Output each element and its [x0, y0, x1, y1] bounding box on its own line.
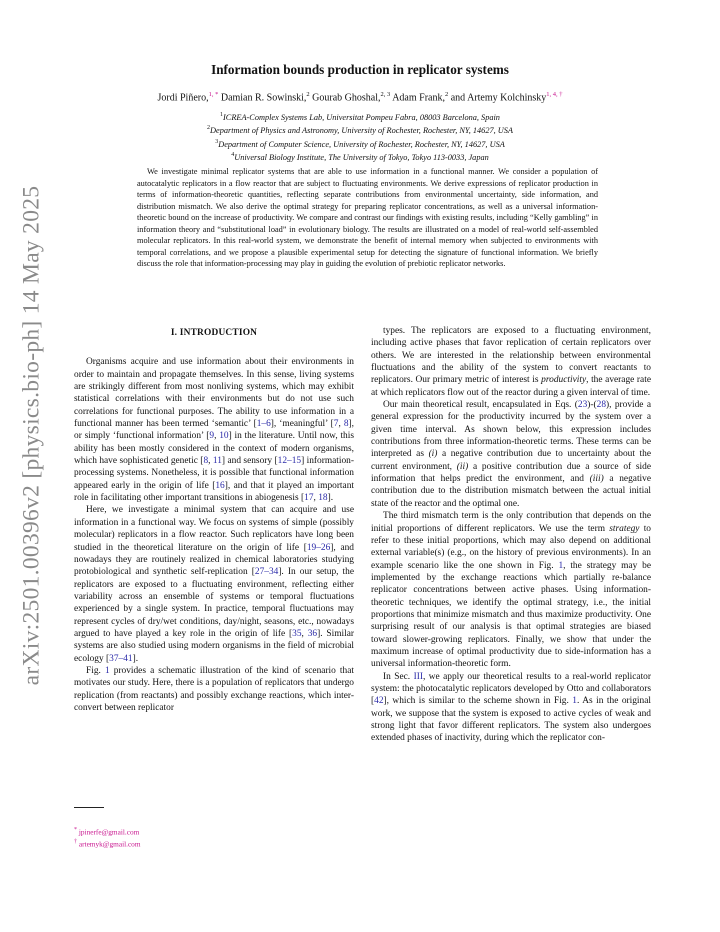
paragraph-text: ] in the literature. Until now, this ability has been mostly considered in the context of modern organisms, which have sophisticated genetic [ [74, 431, 354, 467]
citation-link[interactable]: 27–34 [254, 567, 279, 578]
paragraph-text: , the strategy may be implemented by the exchange reactions which partially re-balance replicator concentrations between active phases. Using information-theoretic techniques, we identify the optimal strategy, i.e., the initial proportions that minimize mismatch and thus maximize productivity. One surprising result of our analysis is that optimal strategies are biased toward slower-growing replicators. Finally, we show that under the maximum increase of optimal productivity due to side-information has a universal information-theoretic form. [371, 560, 651, 670]
footnote-line [74, 825, 141, 837]
paragraph-text: The third mismatch term is the only contribution that depends on the initial proportions of different replicators. We use the term [371, 511, 651, 534]
affiliation-text: Universal Biology Institute, The University of Tokyo, Tokyo 113-0033, Japan [234, 152, 489, 162]
affiliation-number: 2 [207, 125, 211, 132]
footnote-email-link[interactable]: jpinerfe@gmail.com [78, 827, 140, 837]
paragraph-text: ], or simply ‘functional information’ [ [74, 419, 354, 442]
author-affiliation-marker: 2 [444, 91, 449, 98]
paper-title: Information bounds production in replicator systems [211, 62, 509, 77]
paragraph-text: , we apply our theoretical results to a real-world replicator system: the photocatalytic replicators developed by Otto and collaborators [ [371, 671, 651, 707]
author-name: Damian R. Sowinski, [220, 92, 307, 104]
author-affiliation-marker: 2, 3 [380, 91, 391, 98]
left-column [74, 327, 354, 714]
paragraph-text: ], ‘meaningful’ [ [270, 419, 334, 430]
emphasized-text: (i) [428, 449, 438, 460]
citation-link[interactable]: 9 [209, 431, 215, 442]
paragraph-text: , the average rate at which replicators flow out of the reactor during a given interval of time. [371, 375, 651, 398]
paragraph-text: Our main theoretical result, encapsulated in Eqs. ( [383, 400, 578, 411]
paragraph-text: ]. In our setup, the replicators are exposed to a fluctuating environment, reflecting either variability across an ensemble of systems or temporal fluctuations experienced by a single system. In practice, temporal fluctuations may represent cycles of dry/wet conditions, day/night, seasons, etc., nowadays argued to have played a key role in the origin of life [ [74, 567, 355, 639]
citation-link[interactable]: 23 [577, 400, 588, 411]
footnote-marker: * [74, 827, 78, 833]
right-column-paragraph [371, 510, 651, 670]
right-column-body [371, 325, 651, 745]
footnote-divider [74, 807, 104, 808]
emphasized-text: strategy [609, 523, 640, 534]
citation-link[interactable]: 28 [596, 400, 606, 411]
affiliation-text: Department of Computer Science, University of Rochester, Rochester, NY, 14627, USA [218, 139, 505, 149]
paragraph-text: Organisms acquire and use information about their environments in order to maintain and propagate themselves. In this sense, living systems are strikingly different from most nonliving systems, which may exhibit statistical correlations with their environments but do not use such correlations for functional purposes. The ability to use information in a functional manner has been termed ‘semantic’ [ [74, 357, 354, 430]
author-list [0, 91, 720, 103]
right-column-paragraph [371, 399, 651, 510]
author-name: Jordi Piñero, [157, 92, 209, 104]
author-name: Gourab Ghoshal, [312, 92, 381, 104]
affiliation-line [0, 150, 720, 163]
paragraph-text: ]. [132, 653, 139, 664]
paragraph-text: Here, we investigate a minimal system that can acquire and use information in a functional way. We focus on systems of simple (possibly molecular) replicators in a flow reactor. Such replicators have long been studied in the theoretical literature on the origin of life [ [74, 505, 354, 553]
emphasized-text: productivity [541, 375, 587, 386]
citation-link[interactable]: III [413, 671, 423, 682]
paragraph-text: a negative contribution due to the distribution mismatch between the actual initial state of the reactor and the optimal one. [371, 474, 652, 509]
right-column-paragraph [371, 671, 651, 745]
citation-link[interactable]: 35 [292, 628, 302, 639]
arxiv-identifier-stamp [12, 185, 52, 685]
citation-link[interactable]: 19–26 [306, 542, 331, 553]
citation-link[interactable]: 17 [304, 493, 314, 504]
affiliation-text: Department of Physics and Astronomy, University of Rochester, Rochester, NY, 14627, USA [210, 126, 513, 136]
paragraph-text: . As in the original work, we suppose that the system is exposed to active cycles of weak and strong light that favor different replicators. The system also undergoes extended phases of inactivity, during which the replicator con- [371, 696, 651, 744]
affiliation-number: 3 [215, 138, 219, 145]
paragraph-text: to refer to these initial proportions, which may also depend on additional external variable(s) (e.g., on the history of previous environments). In an example scenario like the one shown in Fig. [371, 523, 651, 571]
abstract: We investigate minimal replicator systems that are able to use information in a functional manner. We consider a population of autocatalytic replicators in a flow reactor that are subject to fluctuating environments. We derive expressions of replicator production in terms of information-theoretic quantities, reflecting separate contributions from environmental uncertainty, side information, and distribution mismatch. We also derive the optimal strategy for preparing replicator concentrations, as well as a universal information-theoretic bound on the increase of productivity. We compare and contrast our findings with existing results, including “Kelly gambling” in information theory and “substitutional load” in evolutionary biology. The results are illustrated on a model of real-world self-assembled molecular replicators. In this real-world system, we demonstrate the benefit of internal memory when subjected to environments with temporal correlations, and we propose a plausible experimental setup for detecting the signature of functional information. We briefly discuss the role that information-processing may play in guiding the evolution of prebiotic replicator networks. [137, 167, 598, 268]
paragraph-text: , [313, 493, 319, 504]
paragraph-text: , [338, 419, 344, 430]
left-column-paragraph [74, 665, 354, 714]
paragraph-text: ], which is similar to the scheme shown in Fig. [383, 696, 573, 707]
emphasized-text: (iii) [589, 474, 604, 485]
paragraph-text: ), provide a general expression for the productivity incurred by the system over a given time interval. As shown below, this expression includes contributions from three information-theoretic terms. These terms can be interpreted as [371, 400, 652, 460]
citation-link[interactable]: 10 [219, 431, 229, 442]
citation-link[interactable]: 18 [318, 493, 328, 504]
author-name: and Artemy Kolchinsky [450, 92, 547, 104]
affiliation-number: 1 [220, 112, 224, 118]
citation-link[interactable]: 8 [203, 456, 209, 467]
citation-link[interactable]: 1 [558, 560, 564, 571]
citation-link[interactable]: 7 [333, 419, 339, 430]
affiliation-text: ICREA-Complex Systems Lab, Universitat Pompeu Fabra, 08003 Barcelona, Spain [223, 112, 500, 122]
paragraph-text: a negative contribution due to uncertainty about the current environment, [371, 449, 651, 472]
author-affiliation-marker: 1, * [208, 91, 219, 98]
emphasized-text: (ii) [456, 461, 469, 472]
citation-link[interactable]: 36 [307, 628, 318, 639]
paragraph-text: ] information-processing systems. Nonetheless, it is possible that functional information appeared early in the origin of life [ [74, 456, 354, 491]
citation-link[interactable]: 1 [572, 696, 577, 707]
paragraph-text: ], and nowadays they are routinely realized in chemical laboratories studying protobiological and synthetic self-replication [ [74, 542, 354, 578]
footnote-email-link[interactable]: artemyk@gmail.com [78, 839, 141, 849]
citation-link[interactable]: 1–6 [256, 419, 271, 430]
citation-link[interactable]: 37–41 [109, 653, 133, 664]
footnote-line [74, 837, 141, 849]
arxiv-identifier-text: arXiv:2501.00396v2 [physics.bio-ph] 14 May 2025 [18, 185, 45, 685]
paragraph-text: , [214, 431, 220, 442]
affiliation-line [0, 123, 720, 136]
paragraph-text: ] and sensory [ [221, 456, 278, 467]
left-column-body [74, 356, 354, 714]
citation-link[interactable]: 1 [104, 665, 110, 676]
footnote-marker: † [74, 839, 78, 846]
paragraph-text: ]. Similar systems are also studied using modern organisms in the field of microbial ecology [ [74, 628, 354, 664]
paragraph-text: , [301, 628, 308, 639]
paragraph-text: a positive contribution due a source of side information that helps predict the environment, and [371, 461, 651, 485]
section-heading-introduction: I. INTRODUCTION [170, 328, 258, 338]
citation-link[interactable]: 16 [215, 480, 225, 491]
right-column [371, 325, 651, 745]
paragraph-text: ], and that it played an important role in facilitating other important transitions in abiogenesis [ [74, 480, 354, 504]
citation-link[interactable]: 11 [212, 456, 222, 467]
paragraph-text: , [208, 456, 213, 467]
paragraph-text: Fig. [86, 665, 105, 676]
right-column-paragraph [371, 325, 651, 399]
affiliation-line [0, 137, 720, 150]
affiliation-number: 4 [231, 152, 235, 159]
author-affiliation-marker: 2 [306, 91, 310, 98]
paragraph-text: provides a schematic illustration of the kind of scenario that motivates our study. Here, there is a population of replicators that undergo replication (from reactants) and possibly exchange reactions, which inter-convert between replicator [74, 665, 354, 713]
author-name: Adam Frank, [392, 92, 445, 104]
citation-link[interactable]: 8 [343, 419, 349, 430]
footnotes [74, 825, 141, 850]
paragraph-text: )-( [587, 400, 597, 411]
citation-link[interactable]: 42 [374, 696, 384, 707]
left-column-paragraph [74, 504, 354, 664]
paragraph-text: ]. [327, 493, 334, 504]
author-affiliation-marker: 1, 4, † [546, 91, 563, 98]
left-column-paragraph [74, 356, 354, 504]
citation-link[interactable]: 12–15 [277, 456, 302, 467]
affiliation-line [0, 110, 720, 123]
paragraph-text: In Sec. [383, 671, 414, 682]
affiliation-list [0, 110, 720, 163]
paragraph-text: types. The replicators are exposed to a fluctuating environment, including active phases that favor replication of certain replicators over others. We are interested in the relationship between environmental fluctuations and the ability of the system to convert reactants to replicators. Our primary metric of interest is [371, 326, 651, 386]
